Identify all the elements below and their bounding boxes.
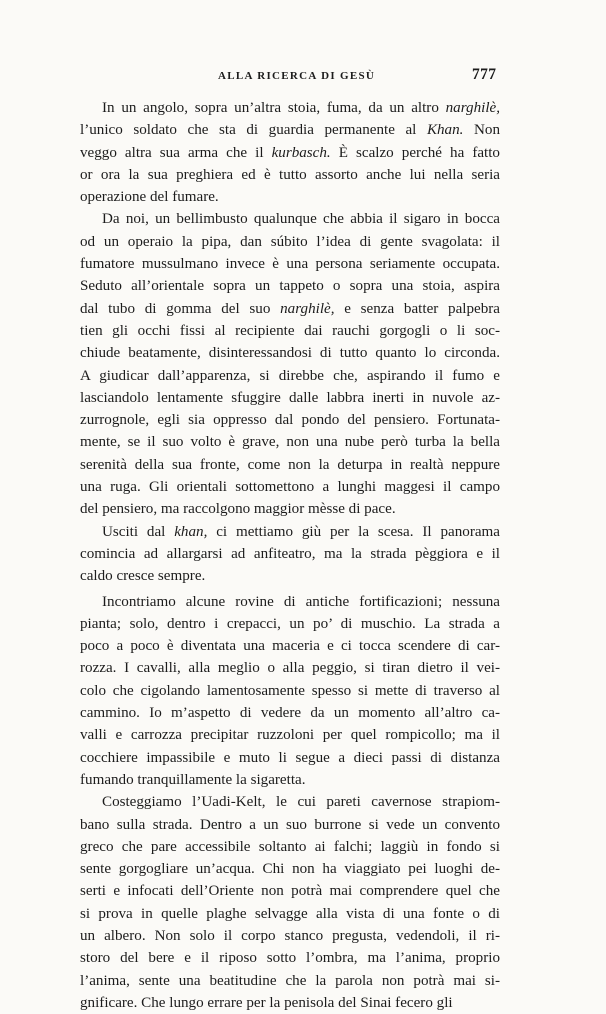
text-segment: In un angolo, sopra un’altra stoia, fuma, da un altro xyxy=(102,100,446,116)
text-line xyxy=(80,925,500,947)
text-segment: operazione del fumare. xyxy=(80,189,219,206)
text-segment: si prova in quelle plaghe selvagge alla vista di una fonte o di xyxy=(80,905,500,922)
text-segment: l’anima, sente una beatitudine che la parola non potrà mai si- xyxy=(80,972,500,989)
text-line xyxy=(80,591,500,613)
text-segment: Da noi, un bellimbusto qualunque che abbia il sigaro in bocca xyxy=(102,211,500,228)
text-line xyxy=(80,521,500,543)
text-segment: mente, se il suo volto è grave, non una nube però turba la bella xyxy=(80,434,500,451)
text-segment: fumatore mussulmano invece è una persona seriamente occupata. xyxy=(80,256,500,273)
page-number: 777 xyxy=(472,66,497,83)
text-segment: l’unico soldato che sta di guardia permanente al xyxy=(80,122,427,139)
text-segment: Usciti dal xyxy=(102,523,175,540)
text-segment: valli e carrozza precipitar ruzzoloni per quel rompicollo; ma il xyxy=(80,727,500,744)
text-segment: storo del bere e il riposo sotto l’ombra, ma l’anima, proprio xyxy=(80,950,500,967)
text-line xyxy=(80,903,500,925)
text-line xyxy=(80,498,500,520)
running-title: ALLA RICERCA DI GESÙ xyxy=(218,70,376,82)
text-line xyxy=(80,724,500,746)
text-segment: una ruga. Gli orientali sottomettono a lunghi maggesi il campo xyxy=(80,479,500,496)
text-line xyxy=(80,387,500,409)
text-line xyxy=(80,253,500,275)
text-line xyxy=(80,476,500,498)
text-line xyxy=(80,635,500,657)
text-line xyxy=(80,836,500,858)
text-line xyxy=(80,992,500,1014)
text-line xyxy=(80,409,500,431)
text-segment: un albero. Non solo il corpo stanco pregusta, vedendoli, il ri- xyxy=(80,927,500,944)
text-segment: chiude beatamente, disinteressandosi di tutto quanto lo circonda. xyxy=(80,345,500,362)
text-line xyxy=(80,208,500,230)
text-segment: poco a poco è diventata una maceria e ci tocca scendere di car- xyxy=(80,638,500,655)
paragraph xyxy=(80,591,500,792)
text-line xyxy=(80,320,500,342)
text-segment: gnificare. Che lungo errare per la penisola del Sinai fecero gli xyxy=(80,994,453,1011)
text-line xyxy=(80,298,500,320)
text-segment: zurrognole, egli sia oppresso dal pondo del pensiero. Fortunata- xyxy=(80,412,500,429)
text-line xyxy=(80,769,500,791)
text-line xyxy=(80,880,500,902)
text-segment: colo che cigolando lamentosamente spesso si mette di traverso al xyxy=(80,682,500,699)
text-line xyxy=(80,657,500,679)
paragraph xyxy=(80,97,500,208)
paragraph xyxy=(80,791,500,1014)
text-segment: comincia ad allargarsi ad anfiteatro, ma la strada pèggiora e il xyxy=(80,545,500,562)
text-segment: ci mettiamo giù per la scesa. Il panorama xyxy=(207,523,500,540)
text-segment: cocchiere impassibile e muto li segue a dieci passi di distanza xyxy=(80,749,500,766)
text-segment: Non xyxy=(463,122,500,139)
text-segment: veggo altra sua arma che il xyxy=(80,144,272,161)
paragraph xyxy=(80,208,500,520)
text-segment: pianta; solo, dentro i crepacci, un po’ di muschio. La strada a xyxy=(80,615,500,632)
text-segment: rozza. I cavalli, alla meglio o alla peggio, si tiran dietro il vei- xyxy=(80,660,500,677)
text-segment: lasciandolo lentamente sfuggire dalle labbra inerti in nuvole az- xyxy=(80,389,500,406)
text-line xyxy=(80,186,500,208)
text-line xyxy=(80,543,500,565)
text-segment: tien gli occhi fissi al recipiente dai rauchi gorgogli o li soc- xyxy=(80,322,500,339)
text-line xyxy=(80,342,500,364)
text-segment: del pensiero, ma raccolgono maggior mèsse di pace. xyxy=(80,501,396,518)
text-segment: bano sulla strada. Dentro a un suo burrone si vede un convento xyxy=(80,816,500,833)
text-line xyxy=(80,702,500,724)
text-line xyxy=(80,164,500,186)
text-segment: Seduto all’orientale sopra un tappeto o sopra una stoia, aspira xyxy=(80,278,500,295)
text-line xyxy=(80,142,500,164)
italic-word: Khan. xyxy=(426,122,464,139)
text-segment: e senza batter palpebra xyxy=(334,300,500,317)
text-line xyxy=(80,97,500,119)
paragraph xyxy=(80,521,500,588)
text-line xyxy=(80,365,500,387)
text-segment: È scalzo perché ha fatto xyxy=(330,144,500,161)
text-line xyxy=(80,119,500,141)
text-line xyxy=(80,613,500,635)
text-line xyxy=(80,858,500,880)
text-segment: sente gorgogliare un’acqua. Chi non ha viaggiato pei luoghi de- xyxy=(80,861,500,878)
text-line xyxy=(80,814,500,836)
italic-word: khan, xyxy=(174,523,208,540)
italic-word: narghilè, xyxy=(280,300,335,317)
text-line xyxy=(80,791,500,813)
text-line xyxy=(80,454,500,476)
text-line xyxy=(80,565,500,587)
text-line xyxy=(80,947,500,969)
italic-word: narghilè, xyxy=(445,100,500,116)
text-line xyxy=(80,747,500,769)
text-line xyxy=(80,231,500,253)
page-header xyxy=(0,66,606,86)
text-segment: fumando tranquillamente la sigaretta. xyxy=(80,771,306,788)
text-line xyxy=(80,275,500,297)
text-segment: greco che pare accessibile soltanto ai falchi; laggiù in fondo si xyxy=(80,838,500,855)
text-segment: A giudicar dall’apparenza, si direbbe che, aspirando il fumo e xyxy=(80,367,500,384)
text-segment: caldo cresce sempre. xyxy=(80,568,206,585)
text-line xyxy=(80,680,500,702)
text-segment: od un operaio la pipa, dan súbito l’idea di gente svagolata: il xyxy=(80,233,500,250)
text-segment: serti e infocati dell’Oriente non potrà mai comprendere quel che xyxy=(80,883,500,900)
body-text xyxy=(80,97,500,1014)
text-segment: or ora la sua preghiera ed è tutto assorto anche lui nella seria xyxy=(80,166,500,183)
italic-word: kurbasch. xyxy=(271,144,331,161)
text-line xyxy=(80,970,500,992)
text-segment: Costeggiamo l’Uadi-Kelt, le cui pareti cavernose strapiom- xyxy=(102,794,500,811)
text-segment: serenità della sua fronte, come non la deturpa in realtà neppure xyxy=(80,456,500,473)
text-segment: cammino. Io m’aspetto di vedere da un momento all’altro ca- xyxy=(80,705,500,722)
text-segment: dal tubo di gomma del suo xyxy=(80,300,281,317)
text-segment: Incontriamo alcune rovine di antiche fortificazioni; nessuna xyxy=(102,593,500,610)
text-line xyxy=(80,431,500,453)
